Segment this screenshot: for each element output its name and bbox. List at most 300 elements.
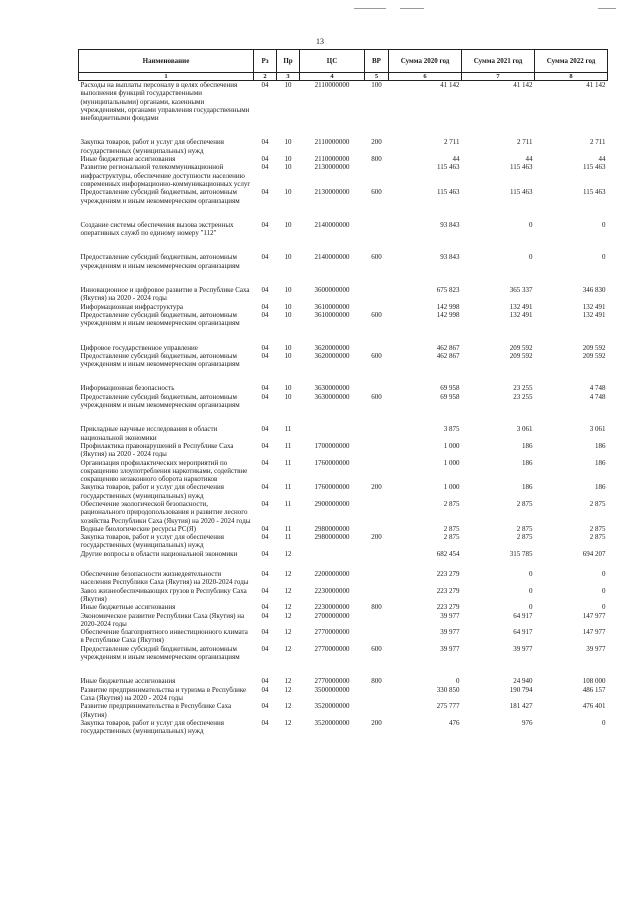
row-sum-2022: 186 bbox=[595, 441, 606, 450]
row-name: Организация профилактических мероприятий по сокращению злоупотребления наркотиками, содействие сокращению незаконного оборота наркотиков bbox=[80, 458, 248, 484]
row-sum-2020: 223 279 bbox=[436, 570, 460, 579]
row-cs: 2110000000 bbox=[314, 155, 350, 164]
table-row bbox=[79, 303, 608, 311]
table-row bbox=[79, 550, 608, 558]
row-sum-2022: 2 875 bbox=[589, 499, 606, 508]
row-sum-2022: 41 142 bbox=[586, 81, 606, 89]
row-vr bbox=[365, 328, 389, 352]
row-sum-2021: 3 061 bbox=[516, 425, 533, 434]
row-vr: 200 bbox=[371, 483, 382, 492]
row-cs: 2230000000 bbox=[314, 603, 350, 612]
row-vr bbox=[365, 500, 389, 525]
row-name: Развитие предпринимательства и туризма в Республике Саха (Якутия) на 2020 - 2024 годы bbox=[80, 685, 247, 702]
row-name: Иные бюджетные ассигнования bbox=[80, 603, 176, 612]
row-sum-2022: 0 bbox=[602, 586, 606, 595]
row-rz: 04 bbox=[261, 644, 269, 653]
row-rz: 04 bbox=[261, 685, 269, 694]
table-row bbox=[79, 409, 608, 442]
row-name: Создание системы обеспечения вызова экстренных оперативных служб по единому номеру "112" bbox=[80, 220, 234, 238]
row-vr: 600 bbox=[371, 188, 382, 197]
row-vr bbox=[365, 442, 389, 459]
row-name: Информационная инфраструктура bbox=[80, 302, 183, 311]
row-sum-2022: 186 bbox=[595, 458, 606, 467]
row-name: Водные биологические ресурсы РС(Я) bbox=[80, 524, 196, 533]
table-row bbox=[79, 459, 608, 484]
row-name: Прикладные научные исследования в области национальной экономики bbox=[80, 425, 218, 442]
row-cs: 2230000000 bbox=[314, 586, 350, 595]
row-vr bbox=[365, 525, 389, 533]
header-sum-2021: Сумма 2021 год bbox=[462, 50, 535, 73]
row-sum-2022: 0 bbox=[602, 253, 606, 262]
row-sum-2021: 2 875 bbox=[516, 499, 533, 508]
row-sum-2020: 41 142 bbox=[440, 81, 460, 89]
row-sum-2021: 115 463 bbox=[510, 163, 533, 172]
column-number: 3 bbox=[277, 73, 300, 81]
row-sum-2021: 23 255 bbox=[513, 392, 533, 401]
row-cs: 2200000000 bbox=[314, 570, 350, 579]
row-vr bbox=[365, 205, 389, 238]
row-rz: 04 bbox=[261, 302, 269, 311]
row-name: Предоставление субсидий бюджетным, автономным учреждениям и иным некоммерческим организациям bbox=[80, 310, 240, 328]
table-row bbox=[79, 237, 608, 270]
table-row bbox=[79, 188, 608, 205]
row-sum-2020: 2 875 bbox=[443, 499, 460, 508]
row-name: Предоставление субсидий бюджетным, автономным учреждениям и иным некоммерческим организациям bbox=[80, 351, 240, 369]
row-pr: 12 bbox=[284, 677, 292, 686]
row-cs: 2980000000 bbox=[314, 533, 350, 542]
row-rz: 04 bbox=[261, 570, 269, 579]
table-row bbox=[79, 603, 608, 611]
row-pr: 11 bbox=[284, 483, 292, 492]
row-pr: 12 bbox=[284, 685, 292, 694]
row-rz: 04 bbox=[261, 81, 269, 89]
row-vr: 600 bbox=[371, 351, 382, 360]
row-sum-2022: 346 830 bbox=[582, 286, 606, 295]
row-vr bbox=[365, 270, 389, 303]
row-rz: 04 bbox=[261, 533, 269, 542]
row-sum-2021: 115 463 bbox=[510, 188, 533, 197]
row-cs: 3520000000 bbox=[314, 718, 350, 727]
table-row bbox=[79, 587, 608, 604]
table-row bbox=[79, 719, 608, 736]
row-sum-2022: 115 463 bbox=[583, 163, 606, 172]
row-sum-2021: 2 875 bbox=[516, 533, 533, 542]
row-pr: 10 bbox=[284, 188, 292, 197]
row-pr: 10 bbox=[284, 155, 292, 164]
table-row bbox=[79, 352, 608, 369]
row-cs: 3610000000 bbox=[314, 310, 350, 319]
row-cs: 3630000000 bbox=[314, 384, 350, 393]
row-rz: 04 bbox=[261, 524, 269, 533]
table-header-row bbox=[79, 50, 608, 73]
row-rz: 04 bbox=[261, 286, 269, 295]
row-sum-2022: 2 875 bbox=[589, 524, 606, 533]
row-sum-2021: 181 427 bbox=[509, 702, 533, 711]
table-row bbox=[79, 163, 608, 188]
row-sum-2020: 675 823 bbox=[436, 286, 460, 295]
row-rz: 04 bbox=[261, 343, 269, 352]
header-sum-2020: Сумма 2020 год bbox=[389, 50, 462, 73]
page-number: 13 bbox=[316, 37, 324, 46]
row-sum-2021: 0 bbox=[529, 253, 533, 262]
table-row bbox=[79, 500, 608, 525]
row-sum-2021: 23 255 bbox=[513, 384, 533, 393]
row-cs: 2130000000 bbox=[314, 188, 350, 197]
column-number: 7 bbox=[462, 73, 535, 81]
row-name: Экономическое развитие Республики Саха (Якутия) на 2020-2024 годы bbox=[80, 611, 245, 628]
row-rz: 04 bbox=[261, 392, 269, 401]
row-sum-2020: 142 998 bbox=[436, 302, 460, 311]
row-cs: 1700000000 bbox=[314, 441, 350, 450]
row-vr bbox=[365, 612, 389, 629]
table-row bbox=[79, 525, 608, 533]
row-pr: 10 bbox=[284, 384, 292, 393]
row-rz: 04 bbox=[261, 310, 269, 319]
row-pr: 11 bbox=[284, 441, 292, 450]
table-row bbox=[79, 393, 608, 410]
row-sum-2020: 69 958 bbox=[440, 392, 460, 401]
column-number: 1 bbox=[79, 73, 254, 81]
row-rz: 04 bbox=[261, 628, 269, 637]
row-sum-2022: 486 157 bbox=[582, 685, 606, 694]
table-row bbox=[79, 661, 608, 685]
row-vr bbox=[365, 550, 389, 558]
row-vr bbox=[365, 409, 389, 442]
row-sum-2022: 39 977 bbox=[586, 644, 606, 653]
row-name: Профилактика правонарушений в Республике Саха (Якутия) на 2020 - 2024 годы bbox=[80, 441, 234, 459]
row-pr: 10 bbox=[284, 138, 292, 147]
row-cs: 2140000000 bbox=[314, 220, 350, 229]
row-rz: 04 bbox=[261, 702, 269, 711]
row-sum-2022: 147 977 bbox=[582, 628, 606, 637]
table-row bbox=[79, 368, 608, 392]
row-sum-2021: 976 bbox=[522, 718, 533, 727]
row-sum-2022: 476 401 bbox=[582, 702, 606, 711]
row-sum-2021: 186 bbox=[522, 441, 533, 450]
header-name: Наименование bbox=[79, 50, 254, 73]
table-row bbox=[79, 442, 608, 459]
table-row bbox=[79, 533, 608, 550]
row-sum-2021: 44 bbox=[525, 155, 533, 164]
row-pr: 11 bbox=[284, 499, 292, 508]
scan-mark-line bbox=[598, 8, 616, 9]
row-pr: 10 bbox=[284, 253, 292, 262]
row-sum-2022: 0 bbox=[602, 718, 606, 727]
row-sum-2021: 0 bbox=[529, 586, 533, 595]
row-vr: 800 bbox=[371, 155, 382, 164]
row-vr: 600 bbox=[371, 310, 382, 319]
row-name: Другие вопросы в области национальной экономики bbox=[80, 549, 238, 558]
row-pr: 12 bbox=[284, 570, 292, 579]
row-sum-2020: 330 850 bbox=[436, 685, 460, 694]
row-sum-2021: 132 491 bbox=[509, 310, 533, 319]
row-rz: 04 bbox=[261, 384, 269, 393]
row-sum-2020: 682 454 bbox=[436, 549, 460, 558]
row-rz: 04 bbox=[261, 138, 269, 147]
row-vr: 600 bbox=[371, 253, 382, 262]
row-vr: 200 bbox=[371, 533, 382, 542]
row-vr bbox=[365, 587, 389, 604]
row-vr bbox=[365, 459, 389, 484]
row-sum-2021: 209 592 bbox=[509, 351, 533, 360]
table-row bbox=[79, 155, 608, 163]
row-sum-2020: 2 875 bbox=[443, 533, 460, 542]
row-pr: 11 bbox=[284, 425, 292, 434]
row-name: Предоставление субсидий бюджетным, автономным учреждениям и иным некоммерческим организациям bbox=[80, 644, 240, 662]
row-sum-2022: 209 592 bbox=[582, 343, 606, 352]
row-sum-2022: 132 491 bbox=[582, 310, 606, 319]
row-cs: 2770000000 bbox=[314, 644, 350, 653]
row-sum-2022: 0 bbox=[602, 220, 606, 229]
row-cs bbox=[300, 409, 365, 442]
row-name: Информационная безопасность bbox=[80, 384, 175, 393]
header-rz: Рз bbox=[254, 50, 277, 73]
row-sum-2022: 2 875 bbox=[589, 533, 606, 542]
header-vr: ВР bbox=[365, 50, 389, 73]
row-rz: 04 bbox=[261, 155, 269, 164]
row-sum-2020: 93 843 bbox=[440, 220, 460, 229]
row-name: Обеспечение безопасности жизнедеятельности населения Республики Саха (Якутия) на 2020-2024 годы bbox=[80, 570, 249, 587]
row-vr: 600 bbox=[371, 392, 382, 401]
row-sum-2021: 2 711 bbox=[517, 138, 533, 147]
row-cs: 3610000000 bbox=[314, 302, 350, 311]
row-name: Обеспечение благоприятного инвестиционного климата в Республике Саха (Якутия) bbox=[80, 628, 248, 645]
row-sum-2020: 1 000 bbox=[443, 458, 460, 467]
row-sum-2021: 2 875 bbox=[516, 524, 533, 533]
row-sum-2021: 39 977 bbox=[513, 644, 533, 653]
row-sum-2020: 462 867 bbox=[436, 343, 460, 352]
row-rz: 04 bbox=[261, 586, 269, 595]
row-name: Обеспечение экологической безопасности, рационального природопользования и развитие лесного хозяйства Республики Саха (Якутия) на 2020 - 2024 годы bbox=[80, 499, 251, 525]
row-rz: 04 bbox=[261, 483, 269, 492]
row-vr bbox=[365, 702, 389, 719]
row-cs: 1760000000 bbox=[314, 483, 350, 492]
row-sum-2020: 476 bbox=[449, 718, 460, 727]
row-rz: 04 bbox=[261, 718, 269, 727]
row-pr: 10 bbox=[284, 343, 292, 352]
row-rz: 04 bbox=[261, 425, 269, 434]
row-pr: 10 bbox=[284, 392, 292, 401]
row-sum-2020: 3 875 bbox=[443, 425, 460, 434]
row-sum-2021: 186 bbox=[522, 458, 533, 467]
row-pr: 12 bbox=[284, 611, 292, 620]
header-cs: ЦС bbox=[300, 50, 365, 73]
row-vr bbox=[365, 558, 389, 587]
row-vr: 200 bbox=[371, 718, 382, 727]
row-rz: 04 bbox=[261, 611, 269, 620]
row-pr: 10 bbox=[284, 302, 292, 311]
row-sum-2021: 0 bbox=[529, 603, 533, 612]
row-vr bbox=[365, 628, 389, 645]
budget-table bbox=[78, 49, 608, 735]
row-rz: 04 bbox=[261, 549, 269, 558]
row-name: Расходы на выплаты персоналу в целях обеспечения выполнения функций государственными (муниципальными) органами, казенными учреждениями, органами управления государственными внебюджетными фондами bbox=[80, 81, 250, 123]
table-row bbox=[79, 702, 608, 719]
row-sum-2021: 132 491 bbox=[509, 302, 533, 311]
row-pr: 12 bbox=[284, 702, 292, 711]
column-number: 2 bbox=[254, 73, 277, 81]
table-row bbox=[79, 483, 608, 500]
row-cs: 3600000000 bbox=[314, 286, 350, 295]
row-vr bbox=[365, 368, 389, 392]
row-cs: 2700000000 bbox=[314, 611, 350, 620]
row-sum-2022: 0 bbox=[602, 603, 606, 612]
row-name: Завоз жизнеобеспечивающих грузов в Республику Саха (Якутия) bbox=[80, 586, 247, 603]
row-sum-2022: 2 711 bbox=[590, 138, 606, 147]
row-rz: 04 bbox=[261, 253, 269, 262]
row-sum-2022: 209 592 bbox=[582, 351, 606, 360]
row-sum-2022: 186 bbox=[595, 483, 606, 492]
row-cs: 2980000000 bbox=[314, 524, 350, 533]
row-rz: 04 bbox=[261, 188, 269, 197]
row-sum-2022: 108 000 bbox=[582, 677, 606, 686]
row-sum-2021: 0 bbox=[529, 570, 533, 579]
row-sum-2021: 64 917 bbox=[513, 628, 533, 637]
row-cs: 2140000000 bbox=[314, 253, 350, 262]
row-cs: 2900000000 bbox=[314, 499, 350, 508]
table-row bbox=[79, 81, 608, 123]
row-sum-2020: 1 000 bbox=[443, 441, 460, 450]
row-sum-2020: 1 000 bbox=[443, 483, 460, 492]
row-pr: 12 bbox=[284, 628, 292, 637]
row-cs: 2770000000 bbox=[314, 628, 350, 637]
row-sum-2021: 41 142 bbox=[513, 81, 533, 89]
row-name: Закупка товаров, работ и услуг для обеспечения государственных (муниципальных) нужд bbox=[80, 483, 224, 500]
row-sum-2020: 115 463 bbox=[437, 188, 460, 197]
row-name: Развитие предпринимательства в Республике Саха (Якутия) bbox=[80, 702, 232, 719]
table-row bbox=[79, 122, 608, 155]
row-sum-2020: 39 977 bbox=[440, 628, 460, 637]
row-rz: 04 bbox=[261, 441, 269, 450]
row-sum-2020: 223 279 bbox=[436, 586, 460, 595]
row-name: Инновационное и цифровое развитие в Республике Саха (Якутия) на 2020 - 2024 годы bbox=[80, 286, 250, 303]
row-name: Закупка товаров, работ и услуг для обеспечения государственных (муниципальных) нужд bbox=[80, 138, 224, 155]
row-sum-2020: 275 777 bbox=[436, 702, 460, 711]
table-row bbox=[79, 558, 608, 587]
row-vr: 800 bbox=[371, 603, 382, 612]
row-sum-2020: 44 bbox=[452, 155, 460, 164]
row-pr: 11 bbox=[284, 458, 292, 467]
column-number: 4 bbox=[300, 73, 365, 81]
column-number: 5 bbox=[365, 73, 389, 81]
row-name: Цифровое государственное управление bbox=[80, 343, 198, 352]
scan-mark-line bbox=[400, 8, 424, 9]
row-pr: 12 bbox=[284, 549, 292, 558]
table-row bbox=[79, 645, 608, 662]
row-name: Иные бюджетные ассигнования bbox=[80, 155, 176, 164]
header-pr: Пр bbox=[277, 50, 300, 73]
row-vr bbox=[365, 303, 389, 311]
header-sum-2022: Сумма 2022 год bbox=[535, 50, 608, 73]
row-pr: 10 bbox=[284, 286, 292, 295]
row-cs: 2110000000 bbox=[314, 138, 350, 147]
row-rz: 04 bbox=[261, 603, 269, 612]
table-row bbox=[79, 612, 608, 629]
row-name: Предоставление субсидий бюджетным, автономным учреждениям и иным некоммерческим организациям bbox=[80, 253, 240, 270]
row-vr bbox=[365, 686, 389, 703]
table-row bbox=[79, 328, 608, 352]
row-sum-2021: 190 794 bbox=[509, 685, 533, 694]
row-pr: 10 bbox=[284, 81, 292, 89]
row-name: Предоставление субсидий бюджетным, автономным учреждениям и иным некоммерческим организациям bbox=[80, 188, 240, 205]
row-cs: 3620000000 bbox=[314, 351, 350, 360]
row-sum-2020: 39 977 bbox=[440, 611, 460, 620]
row-name: Закупка товаров, работ и услуг для обеспечения государственных (муниципальных) нужд bbox=[80, 718, 224, 736]
row-cs: 3500000000 bbox=[314, 685, 350, 694]
row-sum-2020: 142 998 bbox=[436, 310, 460, 319]
row-sum-2020: 2 875 bbox=[443, 524, 460, 533]
row-sum-2021: 365 337 bbox=[509, 286, 533, 295]
row-pr: 12 bbox=[284, 644, 292, 653]
row-sum-2021: 64 917 bbox=[513, 611, 533, 620]
row-sum-2021: 315 785 bbox=[509, 549, 533, 558]
row-vr: 100 bbox=[371, 81, 382, 89]
row-vr bbox=[365, 163, 389, 188]
row-rz: 04 bbox=[261, 351, 269, 360]
row-rz: 04 bbox=[261, 499, 269, 508]
row-rz: 04 bbox=[261, 163, 269, 172]
row-sum-2022: 3 061 bbox=[589, 425, 606, 434]
row-cs: 2130000000 bbox=[314, 163, 350, 172]
row-pr: 11 bbox=[284, 524, 292, 533]
row-pr: 10 bbox=[284, 220, 292, 229]
row-pr: 12 bbox=[284, 603, 292, 612]
row-sum-2020: 462 867 bbox=[436, 351, 460, 360]
row-sum-2020: 115 463 bbox=[437, 163, 460, 172]
row-vr: 200 bbox=[371, 138, 382, 147]
row-sum-2022: 147 977 bbox=[582, 611, 606, 620]
row-cs: 3630000000 bbox=[314, 392, 350, 401]
row-pr: 10 bbox=[284, 310, 292, 319]
table-row bbox=[79, 686, 608, 703]
row-cs: 3620000000 bbox=[314, 343, 350, 352]
row-sum-2021: 186 bbox=[522, 483, 533, 492]
row-sum-2020: 69 958 bbox=[440, 384, 460, 393]
row-sum-2020: 0 bbox=[456, 677, 460, 686]
row-sum-2020: 223 279 bbox=[436, 603, 460, 612]
row-pr: 12 bbox=[284, 718, 292, 727]
row-name: Развитие региональной телекоммуникационной инфраструктуры, обеспечение доступности населению современных информационно-коммуникационных услуг bbox=[80, 163, 251, 188]
row-sum-2022: 4 748 bbox=[589, 384, 606, 393]
row-vr: 800 bbox=[371, 677, 382, 686]
row-sum-2021: 209 592 bbox=[509, 343, 533, 352]
row-sum-2022: 4 748 bbox=[589, 392, 606, 401]
row-cs bbox=[300, 550, 365, 558]
row-vr: 600 bbox=[371, 644, 382, 653]
row-cs: 2770000000 bbox=[314, 677, 350, 686]
row-sum-2020: 2 711 bbox=[444, 138, 460, 147]
row-sum-2021: 24 940 bbox=[513, 677, 533, 686]
row-cs: 1760000000 bbox=[314, 458, 350, 467]
row-pr: 12 bbox=[284, 586, 292, 595]
row-sum-2022: 0 bbox=[602, 570, 606, 579]
column-number: 6 bbox=[389, 73, 462, 81]
row-name: Иные бюджетные ассигнования bbox=[80, 677, 176, 686]
row-cs: 2110000000 bbox=[314, 81, 350, 89]
row-rz: 04 bbox=[261, 458, 269, 467]
row-sum-2022: 132 491 bbox=[582, 302, 606, 311]
row-pr: 10 bbox=[284, 351, 292, 360]
row-name: Закупка товаров, работ и услуг для обеспечения государственных (муниципальных) нужд bbox=[80, 533, 224, 550]
table-row bbox=[79, 628, 608, 645]
row-rz: 04 bbox=[261, 677, 269, 686]
row-rz: 04 bbox=[261, 220, 269, 229]
row-pr: 11 bbox=[284, 533, 292, 542]
row-sum-2022: 44 bbox=[598, 155, 606, 164]
table-row bbox=[79, 205, 608, 238]
table-row bbox=[79, 311, 608, 328]
column-number-row bbox=[79, 73, 608, 81]
